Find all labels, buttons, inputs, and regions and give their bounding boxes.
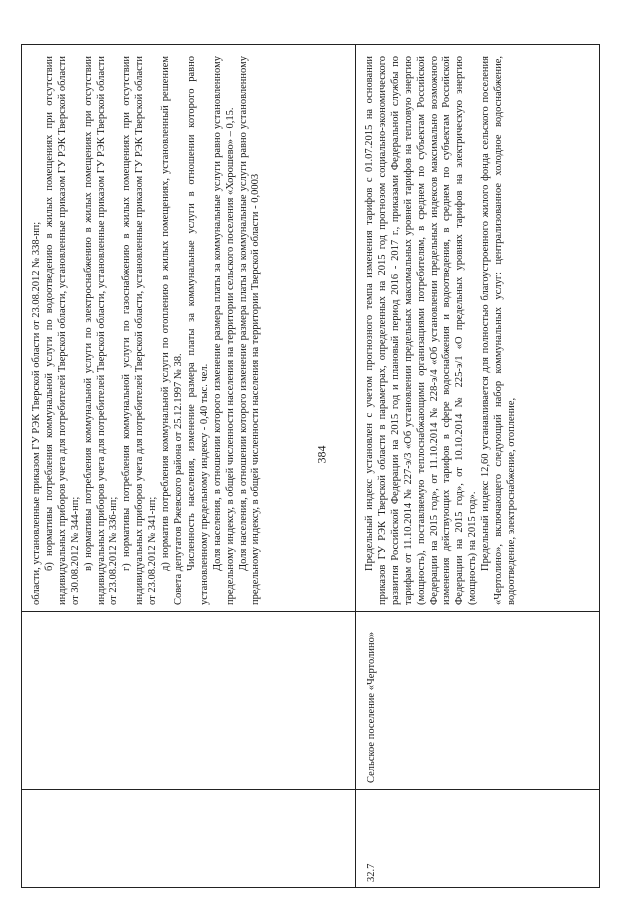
paragraph: б) нормативы потребления коммунальной услуги по водоотведению в жилых помещениях при отсутствии индивидуальных приборов учета для потребителей Тверской области, установленные приказом ГУ РЭК Тверской области от 30.08.2012 № 344-нп; — [43, 56, 81, 605]
paragraph: Доля населения, в отношении которого изменение размера платы за коммунальные услуги равно установленному предельному индексу, в общей численности населения на территории Тверской области - 0,0003 — [237, 56, 262, 605]
page-number: 384 — [314, 445, 329, 463]
paragraph: Предельный индекс установлен с учетом прогнозного темпа изменения тарифов с 01.07.2015 на основании приказов ГУ РЭК Тверской области в параметрах, определенных на 2015 год прогнозом социально-экономического развития Российской Федерации на 2015 год и плановый период 2016 - 2017 г., приказами Федеральной службы по тарифам от 11.10.2014 № 227-э/3 «Об установлении предельных максимальных уровней тарифов на тепловую энергию (мощность), поставляемую теплоснабжающими организациями потребителям, в среднем по субъектам Российской Федерации на 2015 год», от 11.10.2014 № 228-э/4 «Об установлении предельных индексов максимально возможного изменения действующих тарифов в сфере водоснабжения и водоотведения, в среднем по субъектам Российской Федерации на 2015 год», от 10.10.2014 № 225-э/1 «О предельных уровнях тарифов на электрическую энергию (мощность) на 2015 год». — [364, 56, 479, 605]
row-number: 32.7 — [366, 863, 377, 882]
paragraph: области, установленные приказом ГУ РЭК Тверской области от 23.08.2012 № 338-нп; — [31, 221, 42, 605]
paragraph: д) норматив потребления коммунальной услуги по отоплению в жилых помещениях, установленный решением Совета депутатов Ржевского района от 25.12.1997 № 38. — [160, 56, 184, 605]
row-32-7-text — [364, 56, 519, 605]
paragraph: в) нормативы потребления коммунальной услуги по электроснабжению в жилых помещениях при отсутствии индивидуальных приборов учета для потребителей Тверской области, установленные приказом ГУ РЭК Тверской области от 23.08.2012 № 336-нп; — [82, 56, 120, 605]
table-row-previous — [21, 44, 355, 611]
data-table — [21, 44, 600, 888]
paragraph: Доля населения, в отношении которого изменение размера платы за коммунальные услуги равно установленному предельному индексу, в общей численности населения на территории сельского поселения «Хорошево» – 0,15. — [211, 56, 236, 605]
row-previous-text — [31, 56, 263, 605]
paragraph: г) нормативы потребления коммунальной услуги по газоснабжению в жилых помещениях при отсутствии индивидуальных приборов учета для потребителей Тверской области, установленные приказом ГУ РЭК Тверской области от 23.08.2012 № 341-нп; — [121, 56, 159, 605]
settlement-name: Сельское поселение «Чертолино» — [366, 631, 377, 783]
paragraph: Предельный индекс 12,60 устанавливается для полностью благоустроенного жилого фонда сельского поселения «Чертолино», включающего следующий набор коммунальных услуг: централизованное холодное водоснабжение, водоотведение, электроснабжение, отопление, — [480, 56, 517, 605]
paragraph: Численность населения, изменение размера платы за коммунальные услуги в отношении которого равно установленному предельному индексу - 0,40 тыс. чел. — [185, 56, 210, 605]
table-row-32-7 — [356, 44, 599, 888]
table-border-right — [599, 44, 600, 888]
